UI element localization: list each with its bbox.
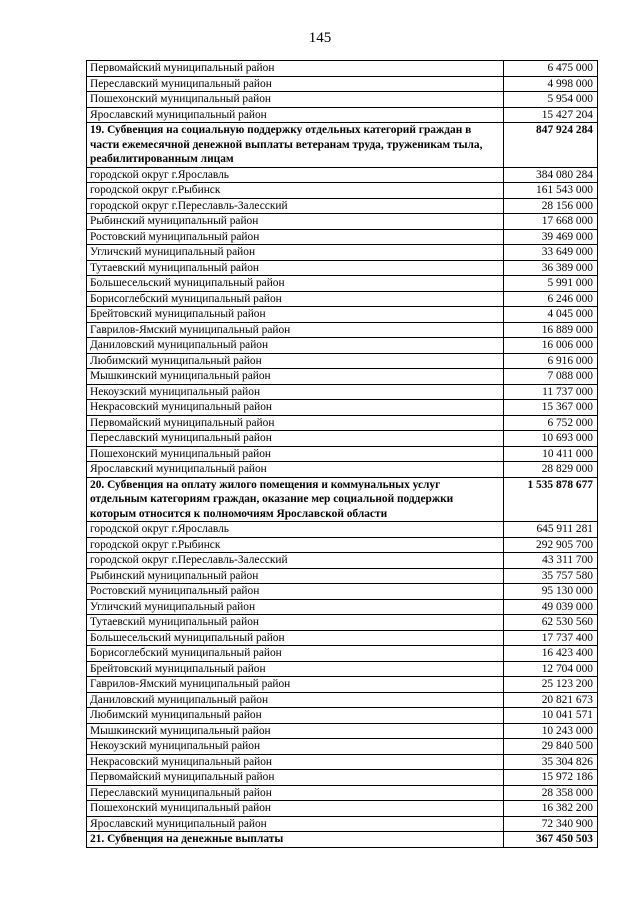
- municipality-name: Брейтовский муниципальный район: [87, 661, 504, 677]
- municipality-name: городской округ г.Переславль-Залесский: [87, 553, 504, 569]
- section-title: 20. Субвенция на оплату жилого помещения и коммунальных услуг отдельным категориям граждан, оказание мер социальной поддержки которым относится к полномочиям Ярославской области: [87, 477, 504, 522]
- municipality-name: Ростовский муниципальный район: [87, 584, 504, 600]
- amount: 43 311 700: [504, 553, 598, 569]
- amount: 10 243 000: [504, 723, 598, 739]
- municipality-name: Любимский муниципальный район: [87, 353, 504, 369]
- municipality-name: городской округ г.Ярославль: [87, 522, 504, 538]
- table-row: [87, 692, 598, 708]
- municipality-name: Любимский муниципальный район: [87, 708, 504, 724]
- amount: 12 704 000: [504, 661, 598, 677]
- table-row: [87, 245, 598, 261]
- amount: 33 649 000: [504, 245, 598, 261]
- amount: 16 006 000: [504, 338, 598, 354]
- municipality-name: Тутаевский муниципальный район: [87, 260, 504, 276]
- section-header-row: [87, 832, 598, 848]
- amount: 11 737 000: [504, 384, 598, 400]
- municipality-name: Некоузский муниципальный район: [87, 384, 504, 400]
- municipality-name: Угличский муниципальный район: [87, 245, 504, 261]
- municipality-name: Борисоглебский муниципальный район: [87, 291, 504, 307]
- municipality-name: Рыбинский муниципальный район: [87, 214, 504, 230]
- municipality-name: Переславский муниципальный район: [87, 785, 504, 801]
- table-row: [87, 415, 598, 431]
- table-row: [87, 167, 598, 183]
- amount: 49 039 000: [504, 599, 598, 615]
- amount: 15 367 000: [504, 400, 598, 416]
- municipality-name: Переславский муниципальный район: [87, 76, 504, 92]
- table-row: [87, 307, 598, 323]
- table-row: [87, 76, 598, 92]
- table-row: [87, 198, 598, 214]
- amount: 95 130 000: [504, 584, 598, 600]
- section-total: 1 535 878 677: [504, 477, 598, 522]
- table-row: [87, 739, 598, 755]
- table-row: [87, 615, 598, 631]
- amount: 17 737 400: [504, 630, 598, 646]
- municipality-name: Ярославский муниципальный район: [87, 107, 504, 123]
- table-row: [87, 584, 598, 600]
- table-row: [87, 92, 598, 108]
- table-row: [87, 677, 598, 693]
- municipality-name: Рыбинский муниципальный район: [87, 568, 504, 584]
- table-row: [87, 723, 598, 739]
- amount: 6 475 000: [504, 61, 598, 77]
- amount: 20 821 673: [504, 692, 598, 708]
- municipality-name: городской округ г.Ярославль: [87, 167, 504, 183]
- amount: 645 911 281: [504, 522, 598, 538]
- municipality-name: Мышкинский муниципальный район: [87, 723, 504, 739]
- table-row: [87, 369, 598, 385]
- municipality-name: Даниловский муниципальный район: [87, 338, 504, 354]
- amount: 62 530 560: [504, 615, 598, 631]
- amount: 16 382 200: [504, 801, 598, 817]
- amount: 161 543 000: [504, 183, 598, 199]
- amount: 28 358 000: [504, 785, 598, 801]
- amount: 7 088 000: [504, 369, 598, 385]
- amount: 10 693 000: [504, 431, 598, 447]
- section-title: 19. Субвенция на социальную поддержку отдельных категорий граждан в части ежемесячной денежной выплаты ветеранам труда, труженикам тыла, реабилитированным лицам: [87, 123, 504, 168]
- table-row: [87, 107, 598, 123]
- table-row: [87, 400, 598, 416]
- amount: 15 972 186: [504, 770, 598, 786]
- table-row: [87, 384, 598, 400]
- table-row: [87, 646, 598, 662]
- amount: 5 991 000: [504, 276, 598, 292]
- table-row: [87, 770, 598, 786]
- table-row: [87, 183, 598, 199]
- municipality-name: Даниловский муниципальный район: [87, 692, 504, 708]
- table-row: [87, 276, 598, 292]
- amount: 5 954 000: [504, 92, 598, 108]
- table-row: [87, 291, 598, 307]
- municipality-name: Переславский муниципальный район: [87, 431, 504, 447]
- municipality-name: Пошехонский муниципальный район: [87, 446, 504, 462]
- table-row: [87, 537, 598, 553]
- table-row: [87, 431, 598, 447]
- municipality-name: Угличский муниципальный район: [87, 599, 504, 615]
- amount: 72 340 900: [504, 816, 598, 832]
- table-row: [87, 462, 598, 478]
- subvention-table-body: [87, 61, 598, 848]
- table-row: [87, 599, 598, 615]
- municipality-name: Мышкинский муниципальный район: [87, 369, 504, 385]
- amount: 292 905 700: [504, 537, 598, 553]
- municipality-name: Ярославский муниципальный район: [87, 462, 504, 478]
- amount: 10 411 000: [504, 446, 598, 462]
- page-number: 145: [308, 30, 332, 46]
- table-row: [87, 61, 598, 77]
- municipality-name: городской округ г.Переславль-Залесский: [87, 198, 504, 214]
- municipality-name: городской округ г.Рыбинск: [87, 537, 504, 553]
- municipality-name: Ярославский муниципальный район: [87, 816, 504, 832]
- amount: 28 156 000: [504, 198, 598, 214]
- table-row: [87, 229, 598, 245]
- municipality-name: Некрасовский муниципальный район: [87, 400, 504, 416]
- table-row: [87, 816, 598, 832]
- municipality-name: Гаврилов-Ямский муниципальный район: [87, 677, 504, 693]
- amount: 6 246 000: [504, 291, 598, 307]
- amount: 17 668 000: [504, 214, 598, 230]
- municipality-name: Большесельский муниципальный район: [87, 630, 504, 646]
- section-title: 21. Субвенция на денежные выплаты: [87, 832, 504, 848]
- amount: 35 304 826: [504, 754, 598, 770]
- table-row: [87, 801, 598, 817]
- amount: 16 889 000: [504, 322, 598, 338]
- amount: 25 123 200: [504, 677, 598, 693]
- municipality-name: Тутаевский муниципальный район: [87, 615, 504, 631]
- amount: 35 757 580: [504, 568, 598, 584]
- table-row: [87, 522, 598, 538]
- amount: 4 998 000: [504, 76, 598, 92]
- table-row: [87, 214, 598, 230]
- amount: 15 427 204: [504, 107, 598, 123]
- table-row: [87, 553, 598, 569]
- amount: 39 469 000: [504, 229, 598, 245]
- municipality-name: Ростовский муниципальный район: [87, 229, 504, 245]
- municipality-name: Первомайский муниципальный район: [87, 770, 504, 786]
- amount: 28 829 000: [504, 462, 598, 478]
- table-row: [87, 338, 598, 354]
- municipality-name: Пошехонский муниципальный район: [87, 801, 504, 817]
- municipality-name: Борисоглебский муниципальный район: [87, 646, 504, 662]
- section-header-row: [87, 477, 598, 522]
- table-row: [87, 630, 598, 646]
- amount: 10 041 571: [504, 708, 598, 724]
- amount: 384 080 284: [504, 167, 598, 183]
- amount: 4 045 000: [504, 307, 598, 323]
- table-row: [87, 446, 598, 462]
- amount: 6 916 000: [504, 353, 598, 369]
- subvention-table: [86, 60, 598, 848]
- table-row: [87, 322, 598, 338]
- table-row: [87, 568, 598, 584]
- table-row: [87, 661, 598, 677]
- municipality-name: городской округ г.Рыбинск: [87, 183, 504, 199]
- amount: 36 389 000: [504, 260, 598, 276]
- table-row: [87, 754, 598, 770]
- municipality-name: Гаврилов-Ямский муниципальный район: [87, 322, 504, 338]
- section-header-row: [87, 123, 598, 168]
- municipality-name: Некрасовский муниципальный район: [87, 754, 504, 770]
- amount: 16 423 400: [504, 646, 598, 662]
- amount: 6 752 000: [504, 415, 598, 431]
- table-row: [87, 260, 598, 276]
- municipality-name: Брейтовский муниципальный район: [87, 307, 504, 323]
- municipality-name: Большесельский муниципальный район: [87, 276, 504, 292]
- municipality-name: Первомайский муниципальный район: [87, 61, 504, 77]
- municipality-name: Некоузский муниципальный район: [87, 739, 504, 755]
- amount: 29 840 500: [504, 739, 598, 755]
- section-total: 367 450 503: [504, 832, 598, 848]
- section-total: 847 924 284: [504, 123, 598, 168]
- table-row: [87, 353, 598, 369]
- municipality-name: Первомайский муниципальный район: [87, 415, 504, 431]
- table-row: [87, 785, 598, 801]
- municipality-name: Пошехонский муниципальный район: [87, 92, 504, 108]
- table-row: [87, 708, 598, 724]
